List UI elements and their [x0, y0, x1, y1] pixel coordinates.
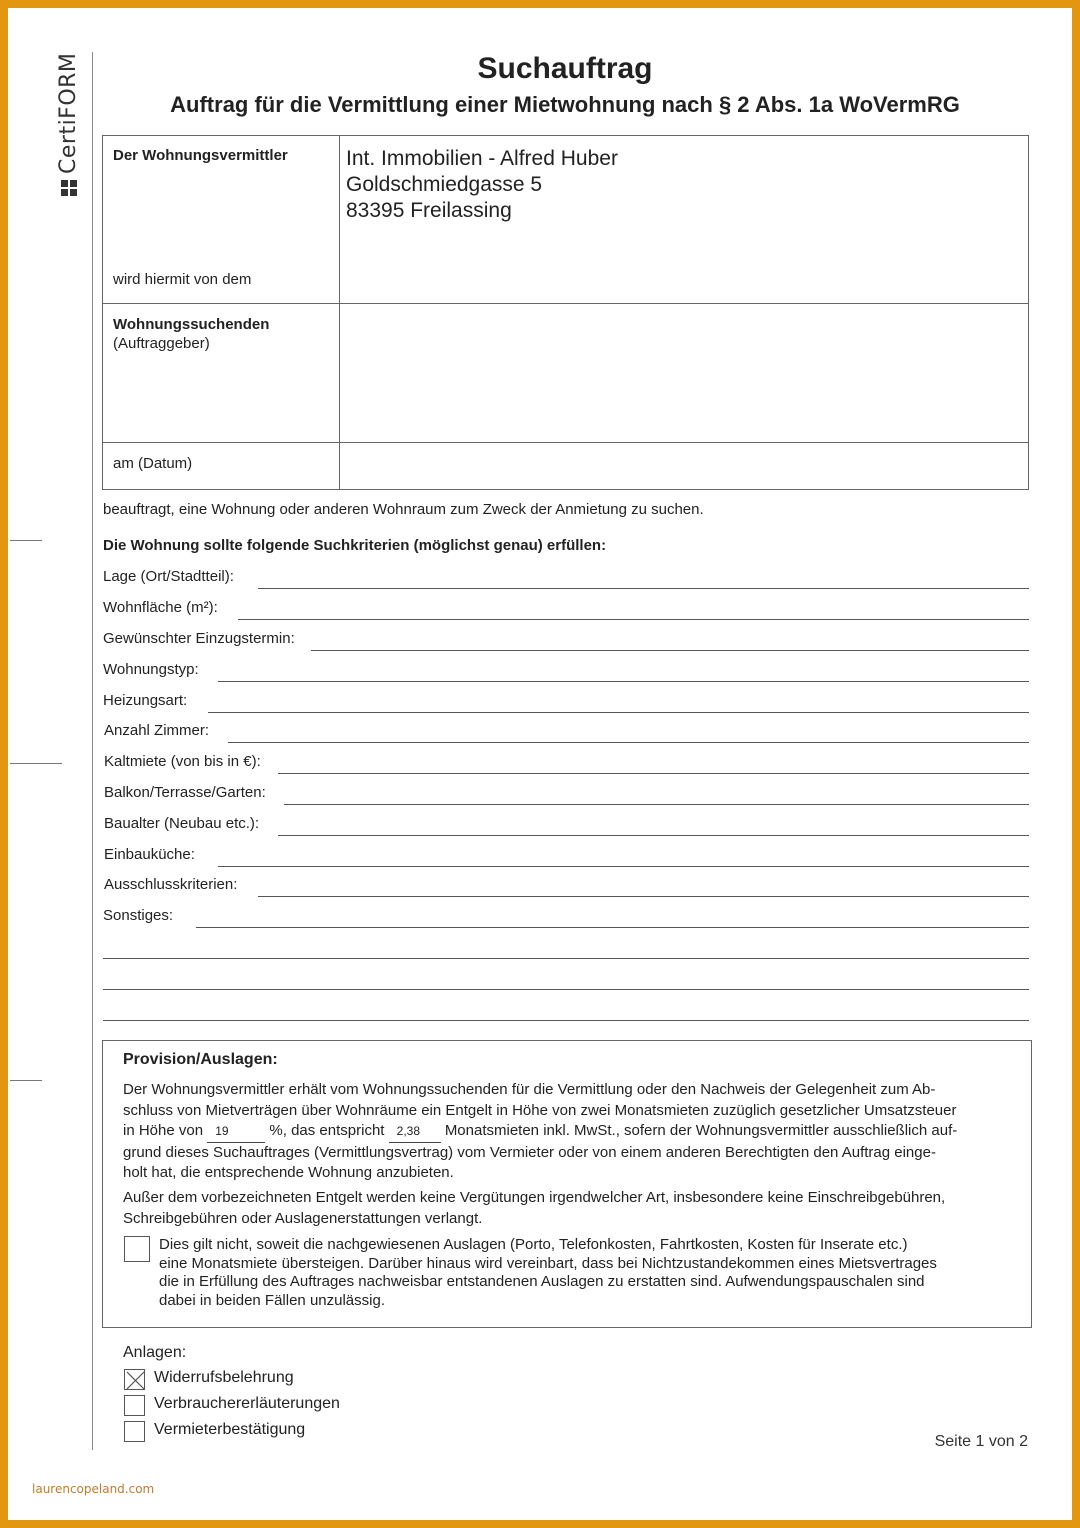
seeker-field[interactable]: [346, 316, 1016, 434]
criteria-heading: Die Wohnung sollte folgende Suchkriterien (möglichst genau) erfüllen:: [103, 537, 607, 554]
date-label: am (Datum): [113, 455, 193, 472]
provision-line: Der Wohnungsvermittler erhält vom Wohnungssuchenden für die Vermittlung oder den Nachweis der Gelegenheit zum Ab-: [123, 1081, 936, 1098]
criteria-label-building-age: Baualter (Neubau etc.):: [104, 815, 260, 832]
provision-line: [123, 1121, 1028, 1143]
criteria-label-kitchen: Einbauküche:: [104, 846, 195, 863]
provision-line: schluss von Mietverträgen über Wohnräume ein Entgelt in Höhe von zwei Monatsmieten zuzüglich gesetzlicher Umsatzsteuer: [123, 1101, 957, 1119]
agent-street: Goldschmiedgasse 5: [346, 173, 543, 196]
page-number: Seite 1 von 2: [934, 1433, 1028, 1450]
intro-text: beauftragt, eine Wohnung oder anderen Wohnraum zum Zweck der Anmietung zu suchen.: [103, 501, 704, 518]
percent-field[interactable]: 19: [207, 1121, 265, 1143]
provision-line: holt hat, die entsprechende Wohnung anzubieten.: [123, 1164, 454, 1182]
four-squares-icon: [61, 180, 77, 196]
agent-label: Der Wohnungsvermittler: [113, 147, 288, 164]
criteria-field-heating[interactable]: [208, 712, 1029, 713]
attachment-label-verbraucher: Verbrauchererläuterungen: [154, 1395, 340, 1412]
criteria-field-location[interactable]: [258, 588, 1029, 589]
provision-text: in Höhe von: [123, 1122, 204, 1140]
criteria-field-exclusions[interactable]: [258, 896, 1029, 897]
criteria-field-kitchen[interactable]: [218, 866, 1029, 867]
exception-line: eine Monatsmiete übersteigen. Darüber hinaus wird vereinbart, dass bei Nichtzustandekommen eines Mietsvertrages: [159, 1254, 937, 1272]
provision-line: Schreibgebühren oder Auslagenerstattungen verlangt.: [123, 1209, 483, 1227]
agent-address[interactable]: [346, 146, 618, 224]
criteria-extra-line[interactable]: [103, 989, 1029, 990]
date-field[interactable]: [346, 452, 1016, 482]
exception-line: die in Erfüllung des Auftrages nachweisbar entstandenen Auslagen zu erstatten sind. Aufwendungspauschalen sind: [159, 1273, 925, 1290]
table-row-divider: [102, 303, 1029, 304]
watermark: laurencopeland.com: [32, 1482, 155, 1496]
table-divider: [339, 135, 340, 490]
margin-tick: [10, 763, 62, 764]
provision-line: Außer dem vorbezeichneten Entgelt werden keine Vergütungen irgendwelcher Art, insbesondere keine Einschreibgebühren,: [123, 1189, 946, 1206]
criteria-extra-line[interactable]: [103, 1020, 1029, 1021]
provision-heading: Provision/Auslagen:: [123, 1051, 278, 1068]
provision-paragraph-2: [123, 1188, 1028, 1229]
criteria-field-rent[interactable]: [278, 773, 1029, 774]
margin-rule: [92, 52, 93, 1450]
document-subtitle: Auftrag für die Vermittlung einer Mietwohnung nach § 2 Abs. 1a WoVermRG: [170, 92, 960, 117]
exception-line: Dies gilt nicht, soweit die nachgewiesenen Auslagen (Porto, Telefonkosten, Fahrtkosten, Kosten für Inserate etc.): [159, 1236, 908, 1253]
criteria-label-location: Lage (Ort/Stadtteil):: [103, 568, 234, 585]
seeker-label: Wohnungssuchenden: [113, 316, 270, 333]
criteria-label-area: Wohnfläche (m²):: [103, 599, 218, 616]
margin-tick: [10, 1080, 42, 1081]
exception-line: dabei in beiden Fällen unzulässig.: [159, 1291, 385, 1309]
criteria-label-heating: Heizungsart:: [103, 692, 188, 709]
attachment-checkbox-widerruf[interactable]: [124, 1369, 145, 1390]
brand-name: CertiFORM: [56, 52, 81, 174]
document-title: Suchauftrag: [477, 52, 653, 85]
table-row-divider: [102, 442, 1029, 443]
criteria-label-type: Wohnungstyp:: [103, 661, 199, 678]
margin-tick: [10, 540, 42, 541]
criteria-field-area[interactable]: [238, 619, 1029, 620]
attachment-checkbox-vermieter[interactable]: [124, 1421, 145, 1442]
agent-name: Int. Immobilien - Alfred Huber: [346, 147, 618, 170]
criteria-label-exclusions: Ausschlusskriterien:: [104, 876, 238, 893]
hereby-label: wird hiermit von dem: [113, 271, 252, 288]
exception-checkbox[interactable]: [124, 1236, 150, 1262]
provision-line: grund dieses Suchauftrages (Vermittlungsvertrag) vom Vermieter oder von einem anderen Berechtigten den Auftrag einge-: [123, 1143, 936, 1161]
attachment-checkbox-verbraucher[interactable]: [124, 1395, 145, 1416]
criteria-field-other[interactable]: [196, 927, 1029, 928]
attachment-label-widerruf: Widerrufsbelehrung: [154, 1369, 294, 1386]
attachments-heading: Anlagen:: [123, 1344, 187, 1361]
checkmark-x-icon: [125, 1370, 146, 1391]
exception-text: [159, 1236, 1009, 1310]
months-field[interactable]: 2,38: [389, 1121, 441, 1143]
provision-paragraph-1: [123, 1080, 1028, 1184]
provision-text: Monatsmieten inkl. MwSt., sofern der Wohnungsvermittler ausschließlich auf-: [444, 1122, 958, 1140]
seeker-sublabel: (Auftraggeber): [113, 335, 210, 352]
brand-logo: [56, 53, 81, 196]
criteria-label-rooms: Anzahl Zimmer:: [104, 722, 210, 739]
criteria-field-building-age[interactable]: [278, 835, 1029, 836]
provision-text: %, das entspricht: [269, 1122, 385, 1140]
criteria-field-move-in[interactable]: [311, 650, 1029, 651]
criteria-field-rooms[interactable]: [228, 742, 1029, 743]
criteria-extra-line[interactable]: [103, 958, 1029, 959]
criteria-label-rent: Kaltmiete (von bis in €):: [104, 753, 261, 770]
criteria-field-balcony[interactable]: [284, 804, 1029, 805]
criteria-label-move-in: Gewünschter Einzugstermin:: [103, 630, 295, 647]
criteria-label-balcony: Balkon/Terrasse/Garten:: [104, 784, 266, 801]
criteria-label-other: Sonstiges:: [103, 907, 174, 924]
agent-city: 83395 Freilassing: [346, 199, 512, 222]
criteria-field-type[interactable]: [218, 681, 1029, 682]
attachment-label-vermieter: Vermieterbestätigung: [154, 1421, 306, 1438]
